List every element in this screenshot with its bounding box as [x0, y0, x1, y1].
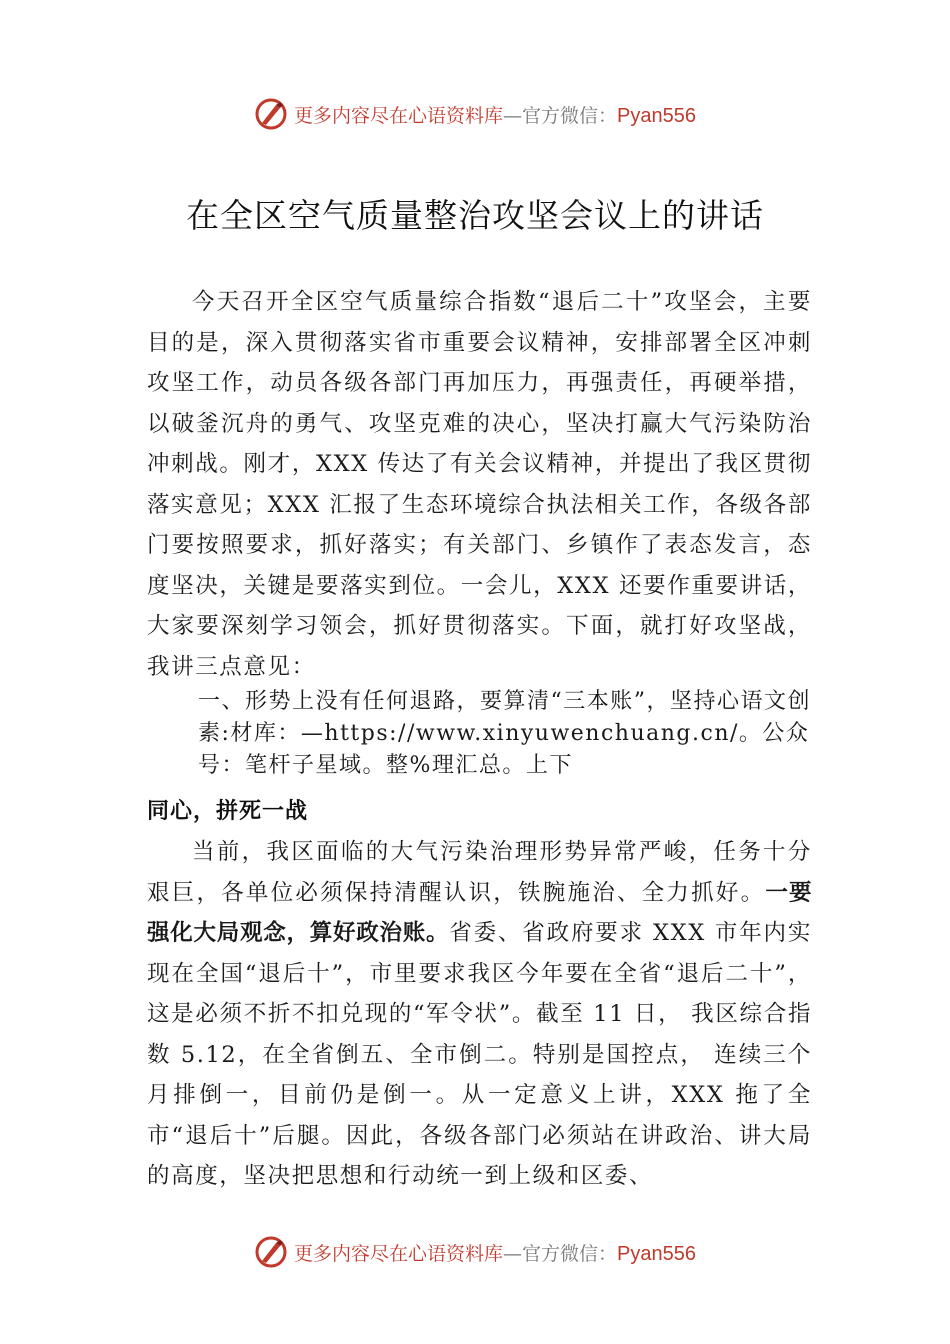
watermark-banner-bottom: [0, 1232, 950, 1272]
paragraph-2-rest: 省委、省政府要求 XXX 市年内实现在全国“退后十”，市里要求我区今年要在全省“退后二十”，这是必须不折不扣兑现的“军令状”。截至 11 日， 我区综合指数 5.12，在全省倒五、全市倒二。特别是国控点， 连续三个月排倒一，目前仍是倒一。从一定意义上讲，XXX 拖了全市“退后十”后腿。因此，各级各部门必须站在讲政治、讲大局的高度，坚决把思想和行动统一到上级和区委、: [147, 920, 812, 1189]
section-subheading: 同心，拼死一战: [147, 799, 309, 824]
watermark-dash: —: [503, 1242, 523, 1265]
watermark-banner-top: [0, 94, 950, 134]
watermark-wechat-label: 官方微信：: [522, 1242, 618, 1265]
pen-logo-icon: [254, 1235, 288, 1269]
watermark-text: [294, 101, 696, 128]
watermark-site-text: 更多内容尽在心语资料库: [294, 1242, 504, 1265]
document-title: 在全区空气质量整治攻坚会议上的讲话: [186, 196, 764, 235]
watermark-text: [294, 1239, 696, 1266]
paragraph-2-intro: 当前，我区面临的大气污染治理形势异常严峻，任务十分艰巨，各单位必须保持清醒认识，铁腕施治、全力抓好。: [147, 839, 812, 906]
pen-logo-icon: [254, 97, 288, 131]
body-paragraph-1: 今天召开全区空气质量综合指数“退后二十”攻坚会，主要目的是，深入贯彻落实省市重要会议精神，安排部署全区冲刺攻坚工作，动员各级各部门再加压力，再强责任，再硬举措，以破釜沉舟的勇气、攻坚克难的决心，坚决打赢大气污染防治冲刺战。刚才，XXX 传达了有关会议精神，并提出了我区贯彻落实意见；XXX 汇报了生态环境综合执法相关工作，各级各部门要按照要求，抓好落实；有关部门、乡镇作了表态发言，态度坚决，关键是要落实到位。一会儿，XXX 还要作重要讲话，大家要深刻学习领会，抓好贯彻落实。下面，就打好攻坚战，我讲三点意见：: [147, 289, 812, 680]
body-paragraph-2: [147, 832, 812, 1197]
watermark-dash: —: [503, 104, 523, 127]
watermark-wechat-label: 官方微信：: [522, 104, 618, 127]
watermark-site-text: 更多内容尽在心语资料库: [294, 104, 504, 127]
paragraph-2-bold-lead: 一要强化大局观念，算好政治账。: [147, 879, 812, 946]
watermark-wechat-handle: Pyan556: [617, 104, 696, 127]
watermark-wechat-handle: Pyan556: [617, 1242, 696, 1265]
section-item-1: 一、形势上没有任何退路，要算清“三本账”，坚持心语文创素:材库：—https://www.xinyuwenchuang.cn/。公众号：笔杆子星域。整%理汇总。上下: [198, 689, 811, 778]
